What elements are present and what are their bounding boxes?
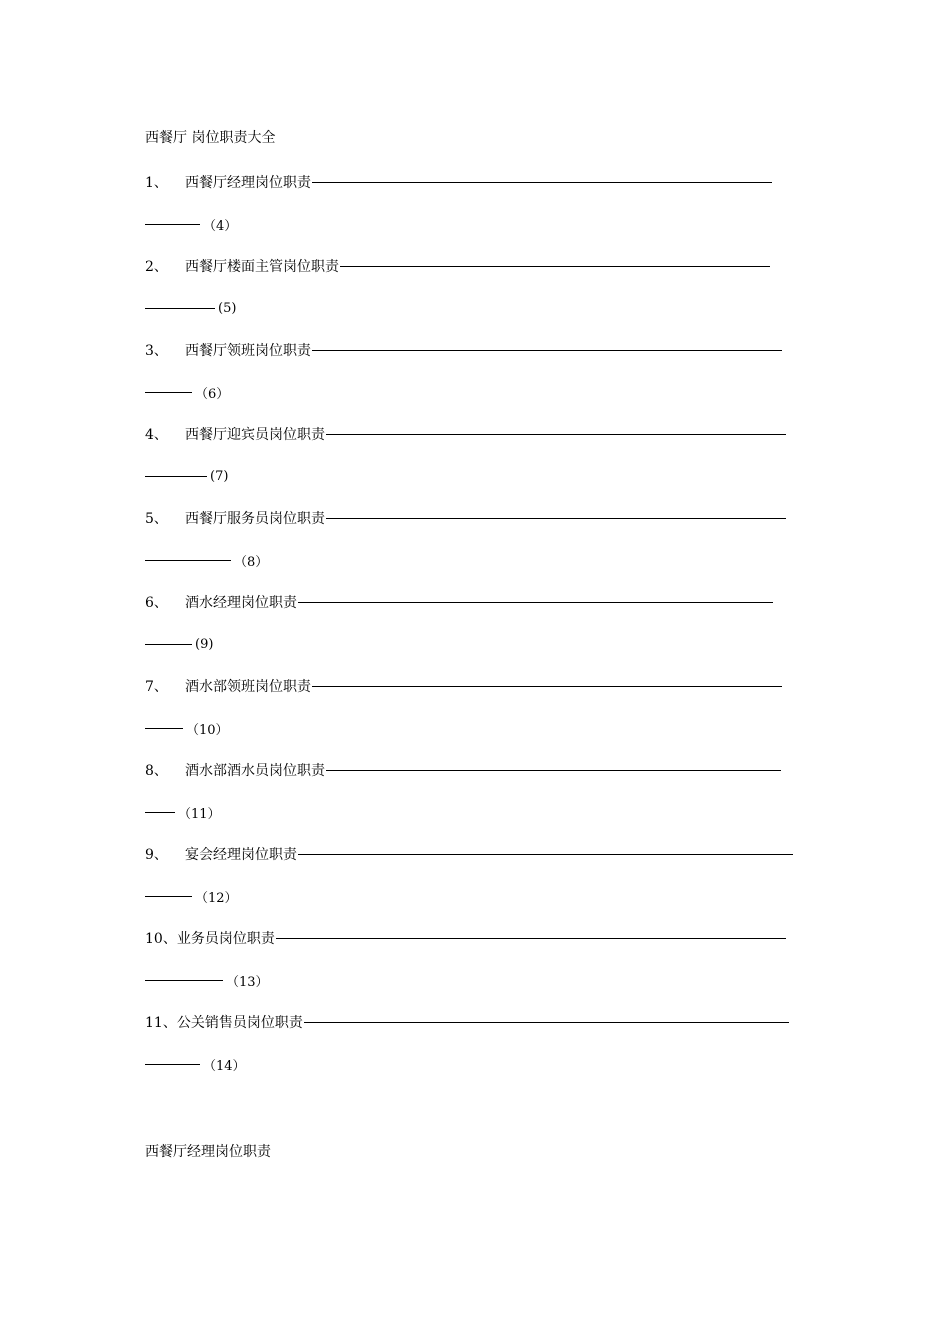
toc-entry-number: 3、 [145, 343, 168, 359]
toc-entry-page: (9) [195, 636, 214, 652]
document-title: 西餐厅 岗位职责大全 [145, 130, 276, 146]
toc-entry-title: 西餐厅服务员岗位职责 [185, 511, 325, 527]
toc-leader-line [145, 644, 192, 645]
toc-leader-line [298, 602, 773, 603]
toc-entry-title: 业务员岗位职责 [176, 931, 275, 947]
toc-entry-title: 宴会经理岗位职责 [185, 847, 297, 863]
toc-entry-page: (5) [218, 300, 237, 316]
toc-entry [145, 336, 810, 420]
toc-entry-page: （4） [203, 218, 238, 234]
toc-entry-title: 西餐厅楼面主管岗位职责 [185, 259, 339, 275]
toc-entry-title: 酒水经理岗位职责 [185, 595, 297, 611]
toc-entry-page: (7) [210, 468, 229, 484]
toc-leader-line [145, 308, 215, 309]
toc-entry-title: 西餐厅迎宾员岗位职责 [185, 427, 325, 443]
toc-entry [145, 252, 810, 336]
toc-entry-page: （11） [178, 806, 221, 822]
toc-entry-page: （10） [186, 722, 229, 738]
toc-leader-line [145, 1064, 200, 1065]
toc-leader-line [312, 686, 782, 687]
toc-leader-line [326, 434, 786, 435]
toc-leader-line [145, 560, 231, 561]
toc-entry-number: 10、 [145, 931, 177, 947]
toc-entry-number: 4、 [145, 427, 168, 443]
toc-leader-line [145, 224, 200, 225]
toc-leader-line [145, 980, 223, 981]
toc-entry-title: 公关销售员岗位职责 [176, 1015, 303, 1031]
toc-entry [145, 168, 810, 252]
toc-entry-number: 6、 [145, 595, 168, 611]
toc-entry-title: 酒水部酒水员岗位职责 [185, 763, 325, 779]
toc-leader-line [326, 518, 786, 519]
toc-entry-title: 西餐厅经理岗位职责 [185, 175, 311, 191]
toc-leader-line [298, 854, 793, 855]
toc-entry [145, 672, 810, 756]
toc-entry-page: （13） [226, 974, 269, 990]
toc-entry-number: 2、 [145, 259, 168, 275]
toc-entry-number: 8、 [145, 763, 168, 779]
section-title: 西餐厅经理岗位职责 [145, 1144, 271, 1160]
toc-entry-title: 酒水部领班岗位职责 [185, 679, 311, 695]
toc-entry [145, 840, 810, 924]
toc-leader-line [340, 266, 770, 267]
toc-entry-page: （8） [234, 554, 269, 570]
toc-leader-line [145, 476, 207, 477]
toc-entry [145, 504, 810, 588]
toc-entry [145, 924, 810, 1008]
toc-leader-line [145, 896, 192, 897]
toc-leader-line [145, 392, 192, 393]
toc-entry [145, 420, 810, 504]
toc-entry-page: （12） [195, 890, 238, 906]
toc-leader-line [276, 938, 786, 939]
toc-leader-line [312, 182, 772, 183]
toc-leader-line [326, 770, 781, 771]
toc-entry [145, 756, 810, 840]
toc-entry-page: （14） [203, 1058, 246, 1074]
toc-entry-number: 11、 [145, 1015, 177, 1031]
toc-entry [145, 588, 810, 672]
toc-leader-line [312, 350, 782, 351]
toc-entry [145, 1008, 810, 1092]
toc-entry-number: 9、 [145, 847, 168, 863]
toc-entry-number: 7、 [145, 679, 168, 695]
toc-entry-page: （6） [195, 386, 230, 402]
toc-entry-number: 1、 [145, 175, 168, 191]
toc-entry-number: 5、 [145, 511, 168, 527]
toc-leader-line [145, 812, 175, 813]
toc-leader-line [145, 728, 183, 729]
toc-leader-line [304, 1022, 789, 1023]
toc-entry-title: 西餐厅领班岗位职责 [185, 343, 311, 359]
table-of-contents [145, 168, 810, 1092]
